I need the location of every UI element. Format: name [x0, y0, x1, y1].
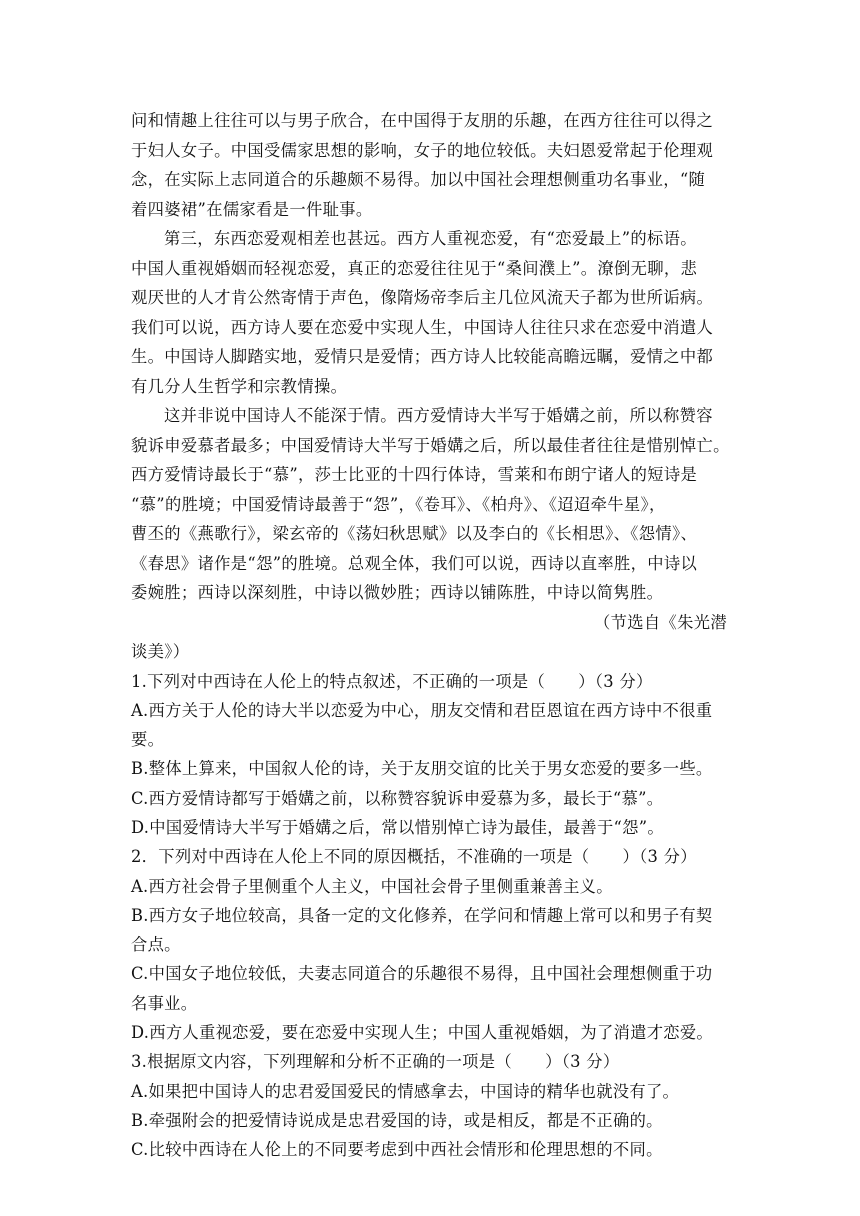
text-line: 貌诉申爱慕者最多；中国爱情诗大半写于婚媾之后，所以最佳者往往是惜别悼亡。	[131, 435, 730, 455]
paragraph-third	[131, 224, 729, 401]
document-page	[131, 106, 729, 1165]
text-line: 中国人重视婚姻而轻视恋爱，真正的恋爱往往见于“桑间濮上”。潦倒无聊，悲	[131, 258, 698, 278]
text-line: 问和情趣上往往可以与男子欣合，在中国得于友朋的乐趣，在西方往往可以得之	[131, 111, 714, 130]
text-line: 曹丕的《燕歌行》，梁玄帝的《荡妇秋思赋》以及李白的《长相思》、《怨情》、	[131, 524, 698, 543]
option-d: D.中国爱情诗大半写于婚媾之后，常以惜别悼亡诗为最佳，最善于“怨”。	[131, 817, 664, 837]
text-line: 于妇人女子。中国受儒家思想的影响，女子的地位较低。夫妇恩爱常起于伦理观	[131, 140, 714, 160]
text-line: 观厌世的人才肯公然寄情于声色，像隋炀帝李后主几位风流天子都为世所诟病。	[131, 288, 714, 307]
paragraph-fourth	[131, 401, 729, 608]
questions	[131, 667, 729, 1165]
source-citation-continued: 谈美》）	[131, 642, 190, 661]
option-b: B.西方女子地位较高，具备一定的文化修养，在学问和情趣上常可以和男子有契	[131, 905, 713, 925]
text-line: 西方爱情诗最长于“慕”，莎士比亚的十四行体诗，雪莱和布朗宁诸人的短诗是	[131, 465, 698, 484]
option-c: C.比较中西诗在人伦上的不同要考虑到中西社会情形和伦理思想的不同。	[131, 1140, 663, 1160]
option-a-continued: 要。	[131, 730, 165, 750]
text-line: “慕”的胜境；中国爱情诗最善于“怨”，《卷耳》、《柏舟》、《迢迢牵牛星》，	[131, 494, 666, 514]
text-line: 我们可以说，西方诗人要在恋爱中实现人生，中国诗人往往只求在恋爱中消遣人	[131, 317, 714, 337]
text-line: 生。中国诗人脚踏实地，爱情只是爱情；西方诗人比较能高瞻远瞩，爱情之中都	[131, 347, 714, 366]
text-line: 《春思》诸作是“怨”的胜境。总观全体，我们可以说，西诗以直率胜，中诗以	[131, 553, 698, 573]
option-b-continued: 合点。	[131, 935, 181, 955]
option-b: B.牵强附会的把爱情诗说成是忠君爱国的诗，或是相反，都是不正确的。	[131, 1110, 663, 1130]
text-line: 着四婆裙”在儒家看是一件耻事。	[131, 199, 373, 219]
text-line: 第三，东西恋爱观相差也甚远。西方人重视恋爱，有“恋爱最上”的标语。	[164, 229, 697, 248]
question-stem: 3.根据原文内容，下列理解和分析不正确的一项是（ ）（3 分）	[131, 1052, 620, 1072]
option-c-continued: 名事业。	[131, 993, 198, 1013]
text-line: 委婉胜；西诗以深刻胜，中诗以微妙胜；西诗以铺陈胜，中诗以简隽胜。	[131, 583, 664, 602]
option-b: B.整体上算来，中国叙人伦的诗，关于友朋交谊的比关于男女恋爱的要多一些。	[131, 759, 713, 779]
question-stem: 2．下列对中西诗在人伦上不同的原因概括，不准确的一项是（ ）（3 分）	[131, 847, 697, 867]
option-d: D.西方人重视恋爱，要在恋爱中实现人生；中国人重视婚姻，为了消遣才恋爱。	[131, 1023, 714, 1043]
question-3	[131, 1047, 729, 1164]
text-line: 念，在实际上志同道合的乐趣颇不易得。加以中国社会理想侧重功名事业，“随	[131, 170, 706, 189]
text-line: 这并非说中国诗人不能深于情。西方爱情诗大半写于婚媾之前，所以称赞容	[164, 406, 713, 425]
option-c: C.西方爱情诗都写于婚媾之前，以称赞容貌诉申爱慕为多，最长于“慕”。	[131, 788, 664, 808]
question-stem: 1.下列对中西诗在人伦上的特点叙述，不正确的一项是（ ）（3 分）	[131, 671, 653, 691]
passage	[131, 106, 729, 667]
option-a: A.西方关于人伦的诗大半以恋爱为中心，朋友交情和君臣恩谊在西方诗中不很重	[131, 700, 713, 720]
question-1	[131, 667, 729, 843]
source-citation: （节选自《朱光潜	[593, 612, 727, 632]
option-c: C.中国女子地位较低，夫妻志同道合的乐趣很不易得，且中国社会理想侧重于功	[131, 964, 713, 984]
paragraph-intro	[131, 106, 729, 224]
question-2	[131, 842, 729, 1047]
option-a: A.西方社会骨子里侧重个人主义，中国社会骨子里侧重兼善主义。	[131, 876, 613, 896]
option-a: A.如果把中国诗人的忠君爱国爱民的情感拿去，中国诗的精华也就没有了。	[131, 1081, 680, 1101]
text-line: 有几分人生哲学和宗教情操。	[131, 376, 348, 396]
